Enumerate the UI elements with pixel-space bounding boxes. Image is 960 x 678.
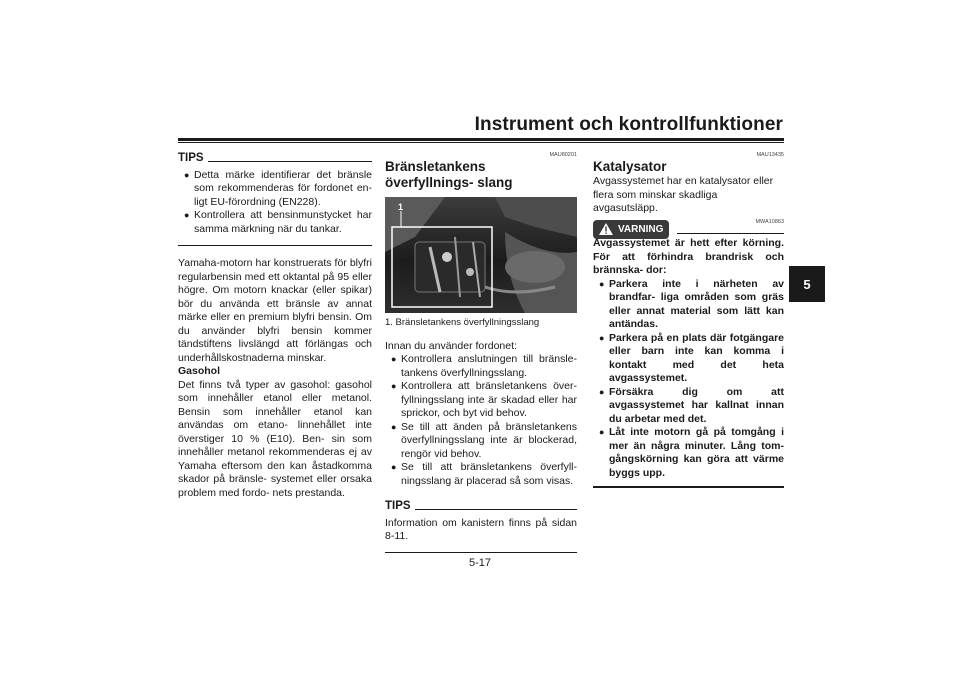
section-title: Katalysator (593, 159, 667, 174)
page-number: 5-17 (468, 557, 492, 569)
page-header-title: Instrument och kontrollfunktioner (474, 114, 783, 135)
warning-icon (599, 223, 613, 235)
tips-end-rule (385, 552, 577, 553)
header-rule-thick (178, 138, 784, 141)
list-item-text: Försäkra dig om att avgassystemet har kallnat innan du arbetar med det. (609, 385, 784, 425)
list-item-text: Kontrollera anslutningen till bränsle- tankens överfyllningsslang. (401, 353, 577, 379)
tips-heading-label: TIPS (385, 500, 411, 512)
warning-code: MWA10863 (755, 219, 784, 225)
list-item-text: Se till att bränsletankens överfyll- ningsslang är placerad så som visas. (401, 461, 577, 487)
list-item-text: Låt inte motorn gå på tomgång i mer än några minuter. Lång tom- gångskörning kan göra att värme byggs upp. (609, 426, 784, 479)
middle-column (385, 152, 577, 553)
tips-heading-label: TIPS (178, 152, 204, 164)
tips-heading (385, 500, 577, 514)
tips-end-rule (178, 245, 372, 246)
list-item (593, 332, 784, 386)
intro-text: Innan du använder fordonet: (385, 339, 517, 352)
left-column (178, 152, 372, 500)
motorcycle-hose-illustration (385, 197, 577, 313)
list-item (593, 386, 784, 427)
bullet-icon: ● (184, 169, 190, 180)
figure-caption: 1. Bränsletankens överfyllningsslang (385, 317, 540, 328)
warning-label: VARNING (618, 223, 664, 235)
fuel-paragraph: Yamaha-motorn har konstruerats för blyfri regularbensin med ett oktantal på 95 eller högre. Om motorn knackar (eller spikar) bör du använda ett bränsle av annat märke eller en premium blyfri bensin. Om du använder blyfri bensin kommer tändstiftens livslängd att förlängas och underhållskostnaderna minskar. (178, 257, 372, 364)
bullet-icon: ● (391, 381, 397, 391)
overflow-hose-figure (385, 197, 577, 313)
list-item (385, 380, 577, 421)
list-item-text: Kontrollera att bränsletankens över- fyllningsslang inte är skadad eller har sprickor, och byt vid behov. (401, 380, 577, 419)
warning-text: Avgassystemet är hett efter körning. För att förhindra brandrisk och brännska- dor: (593, 237, 784, 276)
section-code: MAU13435 (756, 152, 784, 158)
list-item-text: Kontrollera att bensinmunstycket har samma märkning när du tankar. (194, 209, 372, 235)
list-item (385, 461, 577, 488)
gasohol-paragraph: Det finns två typer av gasohol: gasohol som innehåller etanol eller metanol. Bensin som innehåller etanol kan användas om etano- linnehållet inte överstiger 10 % (E10). Ben- sin som innehåller metanol rekommenderas ej av Yamaha eftersom den kan åstadkomma skador på bränsle- systemet eller orsaka problem med fordo- nets prestanda. (178, 378, 372, 499)
list-item-text: Parkera inte i närheten av brandfar- liga områden som gräs eller annat material som lätt kan antändas. (609, 277, 784, 330)
list-item (178, 209, 372, 236)
tips-text: Information om kanistern finns på sidan 8-11. (385, 516, 577, 542)
section-code: MAU80201 (549, 152, 577, 158)
list-item (385, 353, 577, 380)
list-item-text: Detta märke identifierar det bränsle som rekommenderas för fordonet en- ligt EU-förordning (EN228). (194, 168, 372, 208)
intro-text: Avgassystemet har en katalysator eller flera som minskar skadliga avgasutsläpp. (593, 175, 774, 214)
bullet-icon: ● (391, 421, 397, 432)
section-title: Bränsletankens överfyllnings- slang (385, 159, 513, 190)
figure-callout-label: 1 (398, 202, 404, 212)
list-item (593, 278, 784, 332)
bullet-icon: ● (599, 386, 605, 397)
tips-heading (178, 152, 372, 166)
list-item (385, 421, 577, 462)
bullet-icon: ● (599, 427, 605, 437)
header-rule-thin (178, 142, 784, 143)
bullet-icon: ● (599, 332, 605, 343)
list-item (593, 426, 784, 480)
bullet-icon: ● (184, 210, 190, 220)
tips-heading-rule (208, 161, 372, 162)
list-item (178, 169, 372, 210)
list-item-text: Parkera på en plats där fotgängare eller barn inte kan komma i kontakt med det heta avgassystemet. (609, 331, 784, 384)
warning-end-rule (593, 486, 784, 488)
list-item-text: Se till att änden på bränsletankens överfyllningsslang inte är blockerad, rengör vid behov. (401, 420, 577, 460)
tips-heading-rule (415, 509, 577, 510)
warning-rule (677, 233, 784, 234)
chapter-tab: 5 (789, 266, 825, 302)
bullet-icon: ● (391, 462, 397, 472)
bullet-icon: ● (391, 354, 397, 364)
gasohol-heading: Gasohol (178, 365, 221, 377)
right-column (593, 152, 784, 488)
bullet-icon: ● (599, 278, 605, 289)
